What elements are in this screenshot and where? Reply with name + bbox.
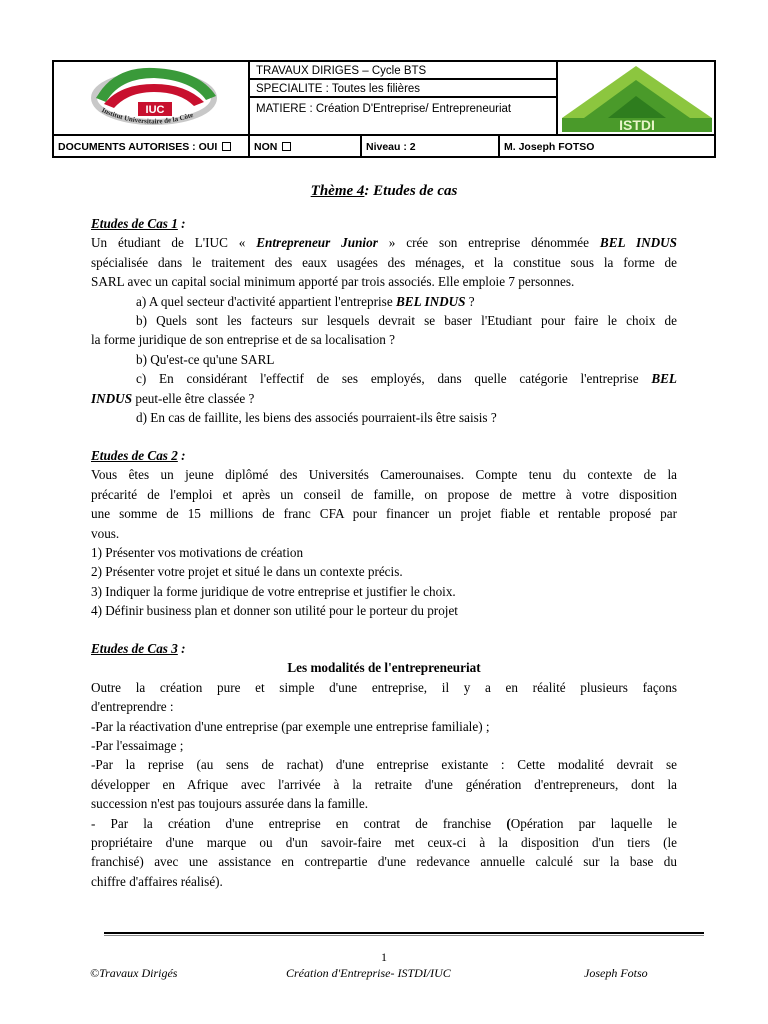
iuc-logo-arc-text: Institut Universitaire de la Côte bbox=[100, 106, 195, 126]
checkbox-oui-icon bbox=[222, 142, 231, 151]
case-3-para-8: - Par la création d'une entreprise en contrat de franchise (Opération par laquelle le bbox=[91, 815, 677, 831]
document-header bbox=[52, 60, 716, 158]
non-cell bbox=[250, 136, 362, 158]
istdi-logo-graphic bbox=[558, 62, 716, 132]
case-2-item-3: 3) Indiquer la forme juridique de votre entreprise et justifier le choix. bbox=[91, 583, 456, 599]
case-1-question-d: d) En cas de faillite, les biens des associés pourraient-ils être saisis ? bbox=[136, 409, 497, 425]
case-3-subtitle: Les modalités de l'entrepreneuriat bbox=[287, 660, 481, 676]
theme-number: Thème 4 bbox=[310, 183, 365, 199]
case-2-heading: Etudes de Cas 2 bbox=[91, 448, 178, 463]
case-1-section bbox=[91, 214, 677, 427]
footer-divider-shadow bbox=[104, 935, 704, 936]
case-2-item-4: 4) Définir business plan et donner son utilité pour le porteur du projet bbox=[91, 603, 458, 619]
case-3-para-7: succession n'est pas toujours assurée dans la famille. bbox=[91, 796, 369, 812]
case-1-line-1: Un étudiant de L'IUC « Entrepreneur Junior » crée son entreprise dénommée BEL INDUS bbox=[91, 235, 677, 251]
case-2-para-1: Vous êtes un jeune diplômé des Universités Camerounaises. Compte tenu du contexte de la bbox=[91, 467, 677, 483]
header-matiere: MATIERE : Création D'Entreprise/ Entrepreneuriat bbox=[256, 103, 512, 115]
case-3-para-2: d'entreprendre : bbox=[91, 699, 174, 715]
case-3-para-9: propriétaire d'une marque ou d'un savoir-faire met ceux-ci à la disposition d'un tiers (le bbox=[91, 834, 677, 850]
case-2-section bbox=[91, 446, 677, 621]
enseignant-cell: M. Joseph FOTSO bbox=[504, 141, 595, 153]
case-1-question-c-2: INDUS peut-elle être classée ? bbox=[91, 390, 255, 406]
case-2-para-4: vous. bbox=[91, 525, 120, 541]
header-info bbox=[250, 62, 558, 134]
footer-divider bbox=[104, 932, 704, 934]
case-3-para-5: -Par la reprise (au sens de rachat) d'une entreprise existante : Cette modalité devrait se bbox=[91, 757, 677, 773]
case-3-para-11: chiffre d'affaires réalisé). bbox=[91, 873, 223, 889]
footer-right: Joseph Fotso bbox=[584, 966, 648, 980]
istdi-logo bbox=[558, 62, 716, 134]
non-label: NON bbox=[254, 141, 278, 153]
case-1-question-b-1: b) Quels sont les facteurs sur lesquels devrait se baser l'Etudiant pour faire le choix de bbox=[136, 312, 677, 328]
theme-title: : Etudes de cas bbox=[364, 183, 458, 199]
header-specialite: SPECIALITE : Toutes les filières bbox=[250, 80, 556, 98]
case-3-heading-line: Etudes de Cas 3 : bbox=[91, 641, 186, 656]
case-2-item-1: 1) Présenter vos motivations de création bbox=[91, 544, 304, 560]
page-number: 1 bbox=[381, 950, 387, 964]
footer-left: ©Travaux Dirigés bbox=[90, 966, 178, 980]
docs-autorises-label: DOCUMENTS AUTORISES : OUI bbox=[58, 141, 218, 153]
case-3-heading: Etudes de Cas 3 bbox=[91, 641, 178, 656]
header-bottom-row bbox=[54, 134, 714, 158]
case-1-heading-line: Etudes de Cas 1 : bbox=[91, 216, 186, 231]
page-title bbox=[0, 183, 768, 200]
case-1-line-2: spécialisée dans le traitement des eaux usagées des ménages, et la constitue sous la forme de bbox=[91, 254, 677, 270]
case-3-para-4: -Par l'essaimage ; bbox=[91, 737, 184, 753]
iuc-logo bbox=[54, 62, 250, 134]
case-3-para-1: Outre la création pure et simple d'une entreprise, il y a en réalité plusieurs façons bbox=[91, 679, 677, 695]
case-3-para-3: -Par la réactivation d'une entreprise (par exemple une entreprise familiale) ; bbox=[91, 718, 490, 734]
niveau-cell: Niveau : 2 bbox=[362, 136, 500, 158]
docs-autorises-cell bbox=[54, 136, 250, 158]
iuc-logo-graphic bbox=[54, 62, 248, 132]
case-2-item-2: 2) Présenter votre projet et situé le dans un contexte précis. bbox=[91, 564, 403, 580]
case-3-para-10: franchisé) avec une assistance en contrepartie d'une redevance annuelle calculé sur la base du bbox=[91, 854, 677, 870]
case-1-heading: Etudes de Cas 1 bbox=[91, 216, 178, 231]
case-1-question-b-2: la forme juridique de son entreprise et de sa localisation ? bbox=[91, 332, 395, 348]
case-2-para-3: une somme de 15 millions de franc CFA pour financer un projet fiable et rentable proposé par bbox=[91, 506, 677, 522]
case-1-line-3: SARL avec un capital social minimum apporté par trois associés. Elle emploie 7 personnes. bbox=[91, 274, 575, 290]
case-1-question-b-3: b) Qu'est-ce qu'une SARL bbox=[136, 351, 275, 367]
istdi-logo-text: ISTDI bbox=[619, 117, 655, 132]
iuc-logo-text: IUC bbox=[145, 104, 165, 116]
case-3-para-6: développer en Afrique avec l'arrivée à la retraite d'une génération d'entrepreneurs, dont la bbox=[91, 776, 677, 792]
footer-center: Création d'Entreprise- ISTDI/IUC bbox=[286, 966, 451, 980]
case-1-question-a: a) A quel secteur d'activité appartient l'entreprise BEL INDUS ? bbox=[136, 293, 475, 309]
header-travaux: TRAVAUX DIRIGES – Cycle BTS bbox=[250, 62, 556, 80]
case-2-para-2: précarité de l'emploi et après un conseil de famille, on propose de mettre à votre disposition bbox=[91, 486, 677, 502]
case-2-heading-line: Etudes de Cas 2 : bbox=[91, 448, 186, 463]
case-1-question-c-1: c) En considérant l'effectif de ses employés, dans quelle catégorie l'entreprise BEL bbox=[136, 371, 677, 387]
case-3-section bbox=[91, 639, 677, 891]
checkbox-non-icon bbox=[282, 142, 291, 151]
